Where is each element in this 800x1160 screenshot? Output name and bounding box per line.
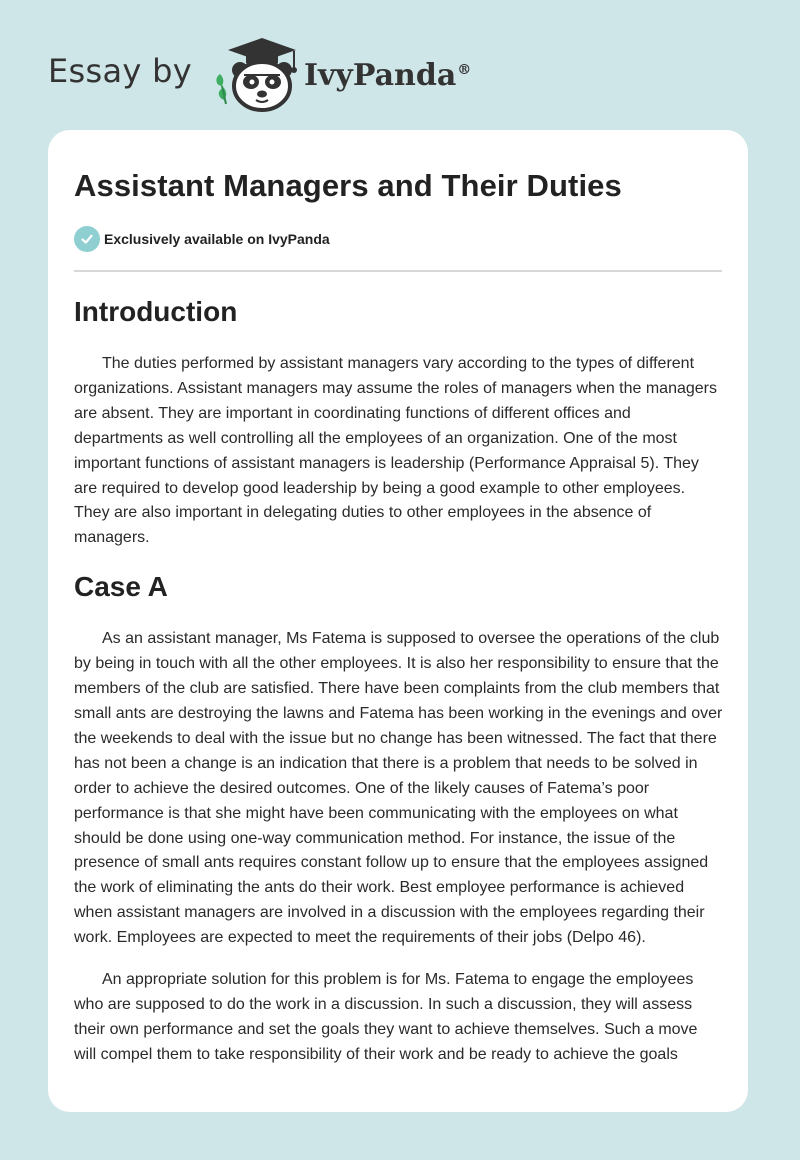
check-icon	[74, 226, 100, 252]
article-card	[48, 130, 748, 1112]
section-heading-introduction: Introduction	[74, 296, 238, 327]
exclusive-badge-label: Exclusively available on IvyPanda	[104, 231, 330, 247]
section-heading-case-a: Case A	[74, 571, 168, 603]
paragraph: The duties performed by assistant managers vary according to the types of different organizations. Assistant managers may assume the roles of managers when the managers are absent. They are important in coordinating functions of different offices and departments as well controlling all the employees of an organization. One of the most important functions of assistant managers is leadership (Performance Appraisal 5). They are required to develop good leadership by being a good example to other employees. They are also important in delegating duties to other employees in the absence of managers.	[74, 355, 717, 547]
registered-mark: ®	[457, 61, 472, 78]
paragraph: As an assistant manager, Ms Fatema is supposed to oversee the operations of the club by being in touch with all the other employees. It is also her responsibility to ensure that the members of the club are satisfied. There have been complaints from the club members that small ants are destroying the lawns and Fatema has been working in the evenings and over the weekends to deal with the issue but no change has been witnessed. The fact that there has not been a change is an indication that there is a problem that needs to be solved in order to achieve the desired outcomes. One of the likely causes of Fatema’s poor performance is that she might have been communicating with the employees on what should be done using one-way communication method. For instance, the issue of the presence of small ants requires constant follow up to ensure that the employees assigned the work of eliminating the ants do their work. Best employee performance is achieved when assistant managers are involved in a discussion with the employees regarding their work. Employees are expected to meet the requirements of their jobs (Delpo 46).	[74, 630, 723, 947]
article-title: Assistant Managers and Their Duties	[74, 168, 622, 203]
brand-name[interactable]: IvyPanda®	[303, 57, 472, 93]
essay-by-label: Essay by	[48, 52, 192, 90]
ivypanda-logo-icon[interactable]	[210, 34, 302, 114]
site-header	[48, 34, 471, 114]
divider	[74, 270, 722, 272]
paragraph: An appropriate solution for this problem is for Ms. Fatema to engage the employees who are supposed to do the work in a discussion. In such a discussion, they will assess their own performance and set the goals they want to achieve themselves. Such a move will compel them to take responsibility of their work and be ready to achieve the goals	[74, 971, 698, 1063]
exclusive-badge	[74, 224, 722, 254]
